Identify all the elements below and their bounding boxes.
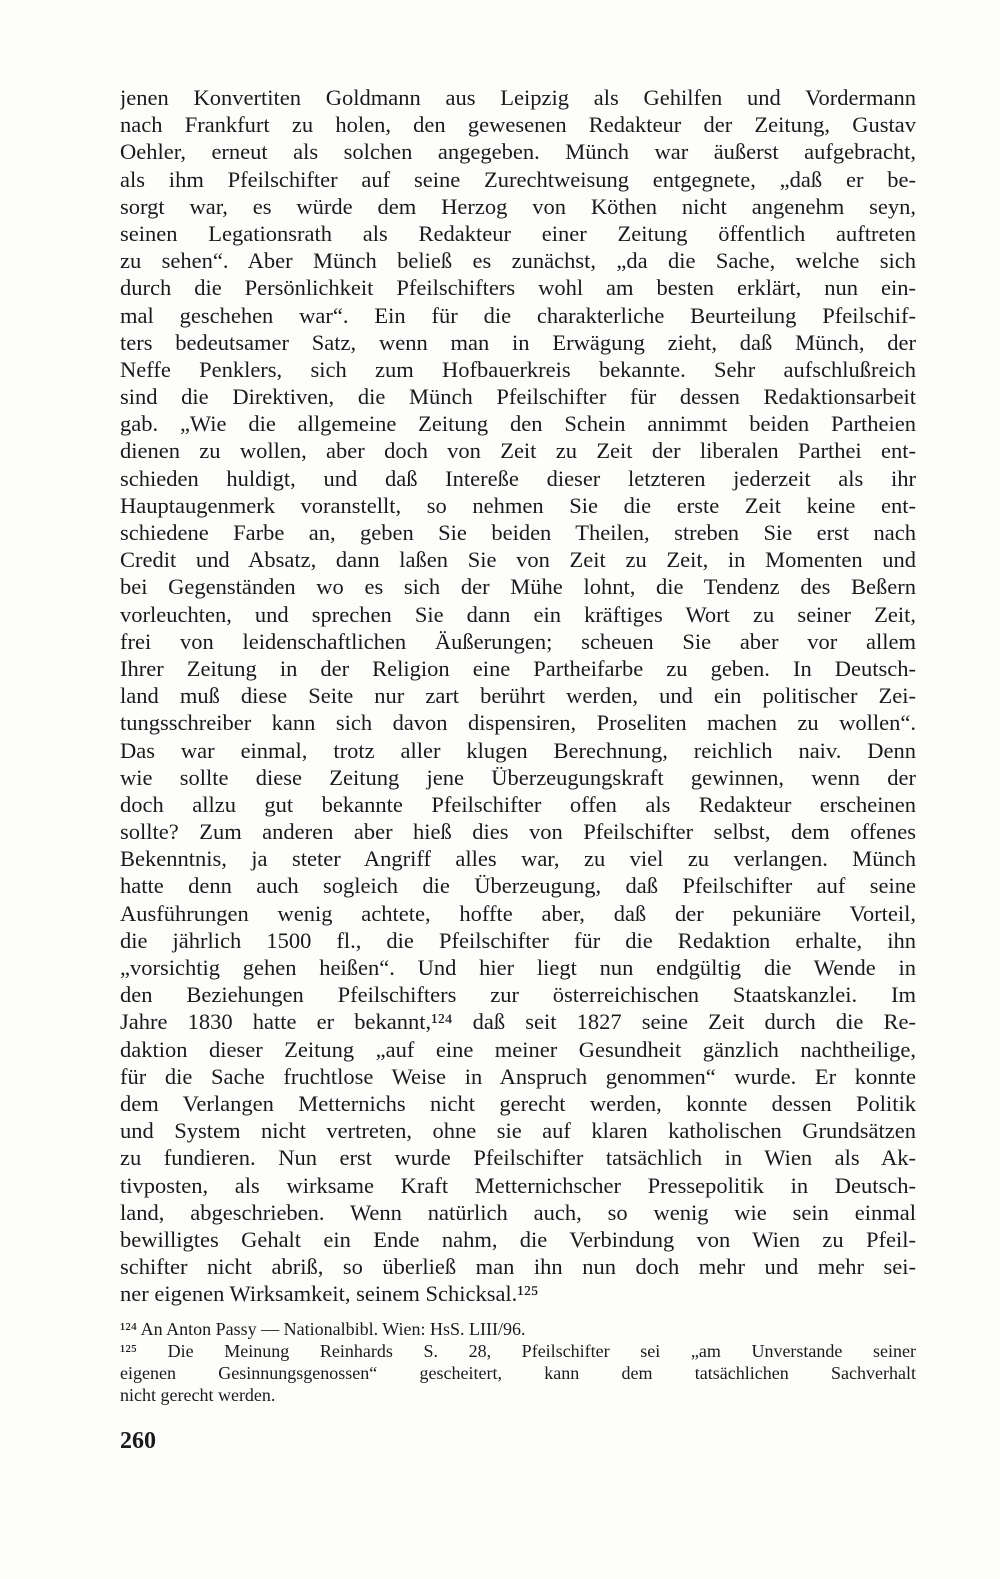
text-line: Bekenntnis, ja steter Angriff alles war, zu viel zu verlangen. Münch [120, 846, 916, 872]
text-line: tungsschreiber kann sich davon dispensiren, Proseliten machen zu wollen“. [120, 710, 916, 736]
page-number: 260 [120, 1428, 156, 1454]
text-line: ner eigenen Wirksamkeit, seinem Schicksal.¹²⁵ [120, 1281, 539, 1307]
text-line: Neffe Penklers, sich zum Hofbauerkreis bekannte. Sehr aufschlußreich [120, 356, 916, 382]
text-line: doch allzu gut bekannte Pfeilschifter offen als Redakteur erscheinen [120, 791, 916, 817]
text-line: zu fundieren. Nun erst wurde Pfeilschifter tatsächlich in Wien als Ak- [120, 1145, 916, 1171]
text-line: Jahre 1830 hatte er bekannt,¹²⁴ daß seit 1827 seine Zeit durch die Re- [120, 1009, 916, 1035]
text-line: frei von leidenschaftlichen Äußerungen; scheuen Sie aber vor allem [120, 628, 916, 654]
text-line: seinen Legationsrath als Redakteur einer Zeitung öffentlich auftreten [120, 220, 916, 246]
footnote-line: nicht gerecht werden. [120, 1385, 276, 1405]
text-line: Das war einmal, trotz aller klugen Berechnung, reichlich naiv. Denn [120, 737, 916, 763]
body-text [120, 84, 916, 1307]
text-line: zu sehen“. Aber Münch beließ es zunächst, „da die Sache, welche sich [120, 248, 916, 274]
text-line: Hauptaugenmerk voranstellt, so nehmen Sie die erste Zeit keine ent- [120, 492, 916, 518]
text-line: Ihrer Zeitung in der Religion eine Partheifarbe zu geben. In Deutsch- [120, 655, 916, 681]
text-line: sorgt war, es würde dem Herzog von Köthen nicht angenehm seyn, [120, 193, 916, 219]
text-line: schifter nicht abriß, so überließ man ihn nun doch mehr und mehr sei- [120, 1254, 916, 1280]
text-line: daktion dieser Zeitung „auf eine meiner Gesundheit gänzlich nachtheilige, [120, 1036, 916, 1062]
footnote-line: ¹²⁴ An Anton Passy — Nationalbibl. Wien: HsS. LIII/96. [120, 1319, 526, 1339]
footnote-line: eigenen Gesinnungsgenossen“ gescheitert, kann dem tatsächlichen Sachverhalt [120, 1363, 916, 1383]
text-line: bewilligtes Gehalt ein Ende nahm, die Verbindung von Wien zu Pfeil- [120, 1226, 916, 1252]
footnotes [120, 1318, 916, 1406]
text-line: Credit und Absatz, dann laßen Sie von Zeit zu Zeit, in Momenten und [120, 547, 916, 573]
text-line: als ihm Pfeilschifter auf seine Zurechtweisung entgegnete, „daß er be- [120, 166, 916, 192]
text-line: dienen zu wollen, aber doch von Zeit zu Zeit der liberalen Parthei ent- [120, 438, 916, 464]
text-line: gab. „Wie die allgemeine Zeitung den Schein annimmt beiden Partheien [120, 411, 916, 437]
text-line: durch die Persönlichkeit Pfeilschifters wohl am besten erklärt, nun ein- [120, 275, 916, 301]
text-line: Oehler, erneut als solchen angegeben. Münch war äußerst aufgebracht, [120, 139, 916, 165]
text-line: die jährlich 1500 fl., die Pfeilschifter für die Redaktion erhalte, ihn [120, 927, 916, 953]
text-line: jenen Konvertiten Goldmann aus Leipzig als Gehilfen und Vordermann [120, 85, 916, 110]
text-line: mal geschehen war“. Ein für die charakterliche Beurteilung Pfeilschif- [120, 302, 916, 328]
text-line: wie sollte diese Zeitung jene Überzeugungskraft gewinnen, wenn der [120, 764, 916, 790]
footnote-line: ¹²⁵ Die Meinung Reinhards S. 28, Pfeilschifter sei „am Unverstande seiner [120, 1341, 916, 1361]
text-line: nach Frankfurt zu holen, den gewesenen Redakteur der Zeitung, Gustav [120, 112, 916, 138]
text-line: „vorsichtig gehen heißen“. Und hier liegt nun endgültig die Wende in [120, 955, 916, 980]
text-line: für die Sache fruchtlose Weise in Anspruch genommen“ wurde. Er konnte [120, 1063, 916, 1089]
text-line: land muß diese Seite nur zart berührt werden, und ein politischer Zei- [120, 683, 916, 709]
text-line: tivposten, als wirksame Kraft Metternichscher Pressepolitik in Deutsch- [120, 1172, 916, 1198]
text-line: Ausführungen wenig achtete, hoffte aber, daß der pekuniäre Vorteil, [120, 900, 916, 926]
text-line: ters bedeutsamer Satz, wenn man in Erwägung zieht, daß Münch, der [120, 329, 916, 355]
text-line: land, abgeschrieben. Wenn natürlich auch, so wenig wie sein einmal [120, 1199, 916, 1225]
text-line: sind die Direktiven, die Münch Pfeilschifter für dessen Redaktionsarbeit [120, 384, 916, 410]
text-line: schieden huldigt, und daß Intereße dieser letzteren jederzeit als ihr [120, 465, 916, 491]
text-line: sollte? Zum anderen aber hieß dies von Pfeilschifter selbst, dem offenes [120, 819, 916, 845]
text-line: schiedene Farbe an, geben Sie beiden Theilen, streben Sie erst nach [120, 520, 916, 545]
text-line: und System nicht vertreten, ohne sie auf klaren katholischen Grundsätzen [120, 1118, 916, 1144]
text-line: den Beziehungen Pfeilschifters zur österreichischen Staatskanzlei. Im [120, 982, 916, 1008]
text-line: vorleuchten, und sprechen Sie dann ein kräftiges Wort zu seiner Zeit, [120, 601, 916, 627]
text-line: bei Gegenständen wo es sich der Mühe lohnt, die Tendenz des Beßern [120, 574, 916, 600]
text-line: hatte denn auch sogleich die Überzeugung, daß Pfeilschifter auf seine [120, 873, 916, 899]
text-line: dem Verlangen Metternichs nicht gerecht werden, konnte dessen Politik [120, 1090, 916, 1116]
